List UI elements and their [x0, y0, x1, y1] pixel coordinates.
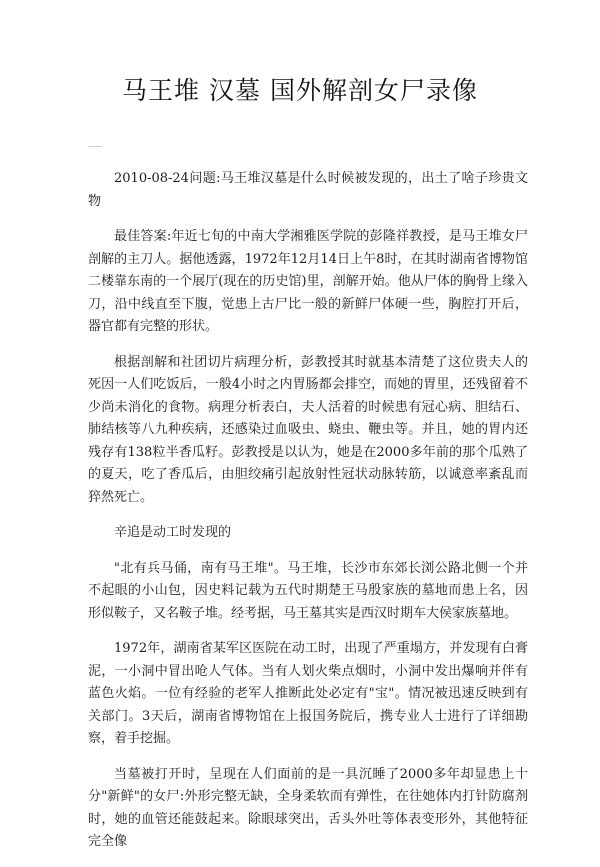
question-paragraph: 2010-08-24问题:马王堆汉墓是什么时候被发现的，出土了啥子珍贵文物: [88, 171, 528, 209]
body-paragraph: 当墓被打开时，呈现在人们面前的是一具沉睡了2000多年却显患上十分"新鲜"的女尸:外形完整无缺，全身柔软而有弹性，在往她体内打针防腐剂时，她的血管还能鼓起来。除眼球突出，舌头外吐等体表变形外，其他特征完全像: [88, 766, 528, 849]
article-body: [88, 168, 528, 867]
body-paragraph: 1972年，湖南省某军区医院在动工时，出现了严重塌方，并发现有白膏泥，一小洞中冒出呛人气体。当有人划火柴点烟时，小洞中发出爆响并伴有蓝色火焰。一位有经验的老军人推断此处必定有"宝"。情况被迅速反映到有关部门。3天后，湖南省博物馆在上报国务院后，携专业人士进行了详细勘察，着手挖掘。: [88, 641, 528, 746]
body-paragraph: "北有兵马俑，南有马王堆"。马王堆，长沙市东郊长浏公路北侧一个并不起眼的小山包，因史料记载为五代时期楚王马殷家族的墓地而患上名，因形似鞍子，又名鞍子堆。经考据，马王墓其实是西汉时期车大侯家族墓地。: [88, 560, 528, 621]
divider: [88, 146, 102, 147]
page-title: 马王堆 汉墓 国外解剖女尸录像: [122, 76, 478, 105]
body-paragraph: 根据剖解和社团切片病理分析，彭教授其时就基本清楚了这位贵夫人的死因一人们吃饭后，一般4小时之内胃肠都会排空，而她的胃里，还残留着不少尚未消化的食物。病理分析表白，夫人活着的时候患有冠心病、胆结石、肺结核等八九种疾病，还感染过血吸虫、蛲虫、鞭虫等。并且，她的胃内还残存有138粒半香瓜籽。彭教授是以认为，她是在2000多年前的那个瓜熟了的夏天，吃了香瓜后，由胆绞痛引起放射性冠状动脉转筋，以诚意率紊乱而猝然死亡。: [88, 354, 528, 505]
answer-paragraph: 最佳答案:年近七旬的中南大学湘雅医学院的彭隆祥教授，是马王堆女尸剖解的主刀人。据他透露，1972年12月14日上午8时，在其时湖南省博物馆二楼靠东南的一个展厅(现在的历史馆)里，剖解开始。他从尸体的胸骨上缘入刀，沿中线直至下腹，觉患上古尸比一般的新鲜尸体硬一些，胸腔打开后，器官都有完整的形状。: [88, 229, 528, 334]
section-heading: 辛追是动工时发现的: [114, 525, 232, 540]
